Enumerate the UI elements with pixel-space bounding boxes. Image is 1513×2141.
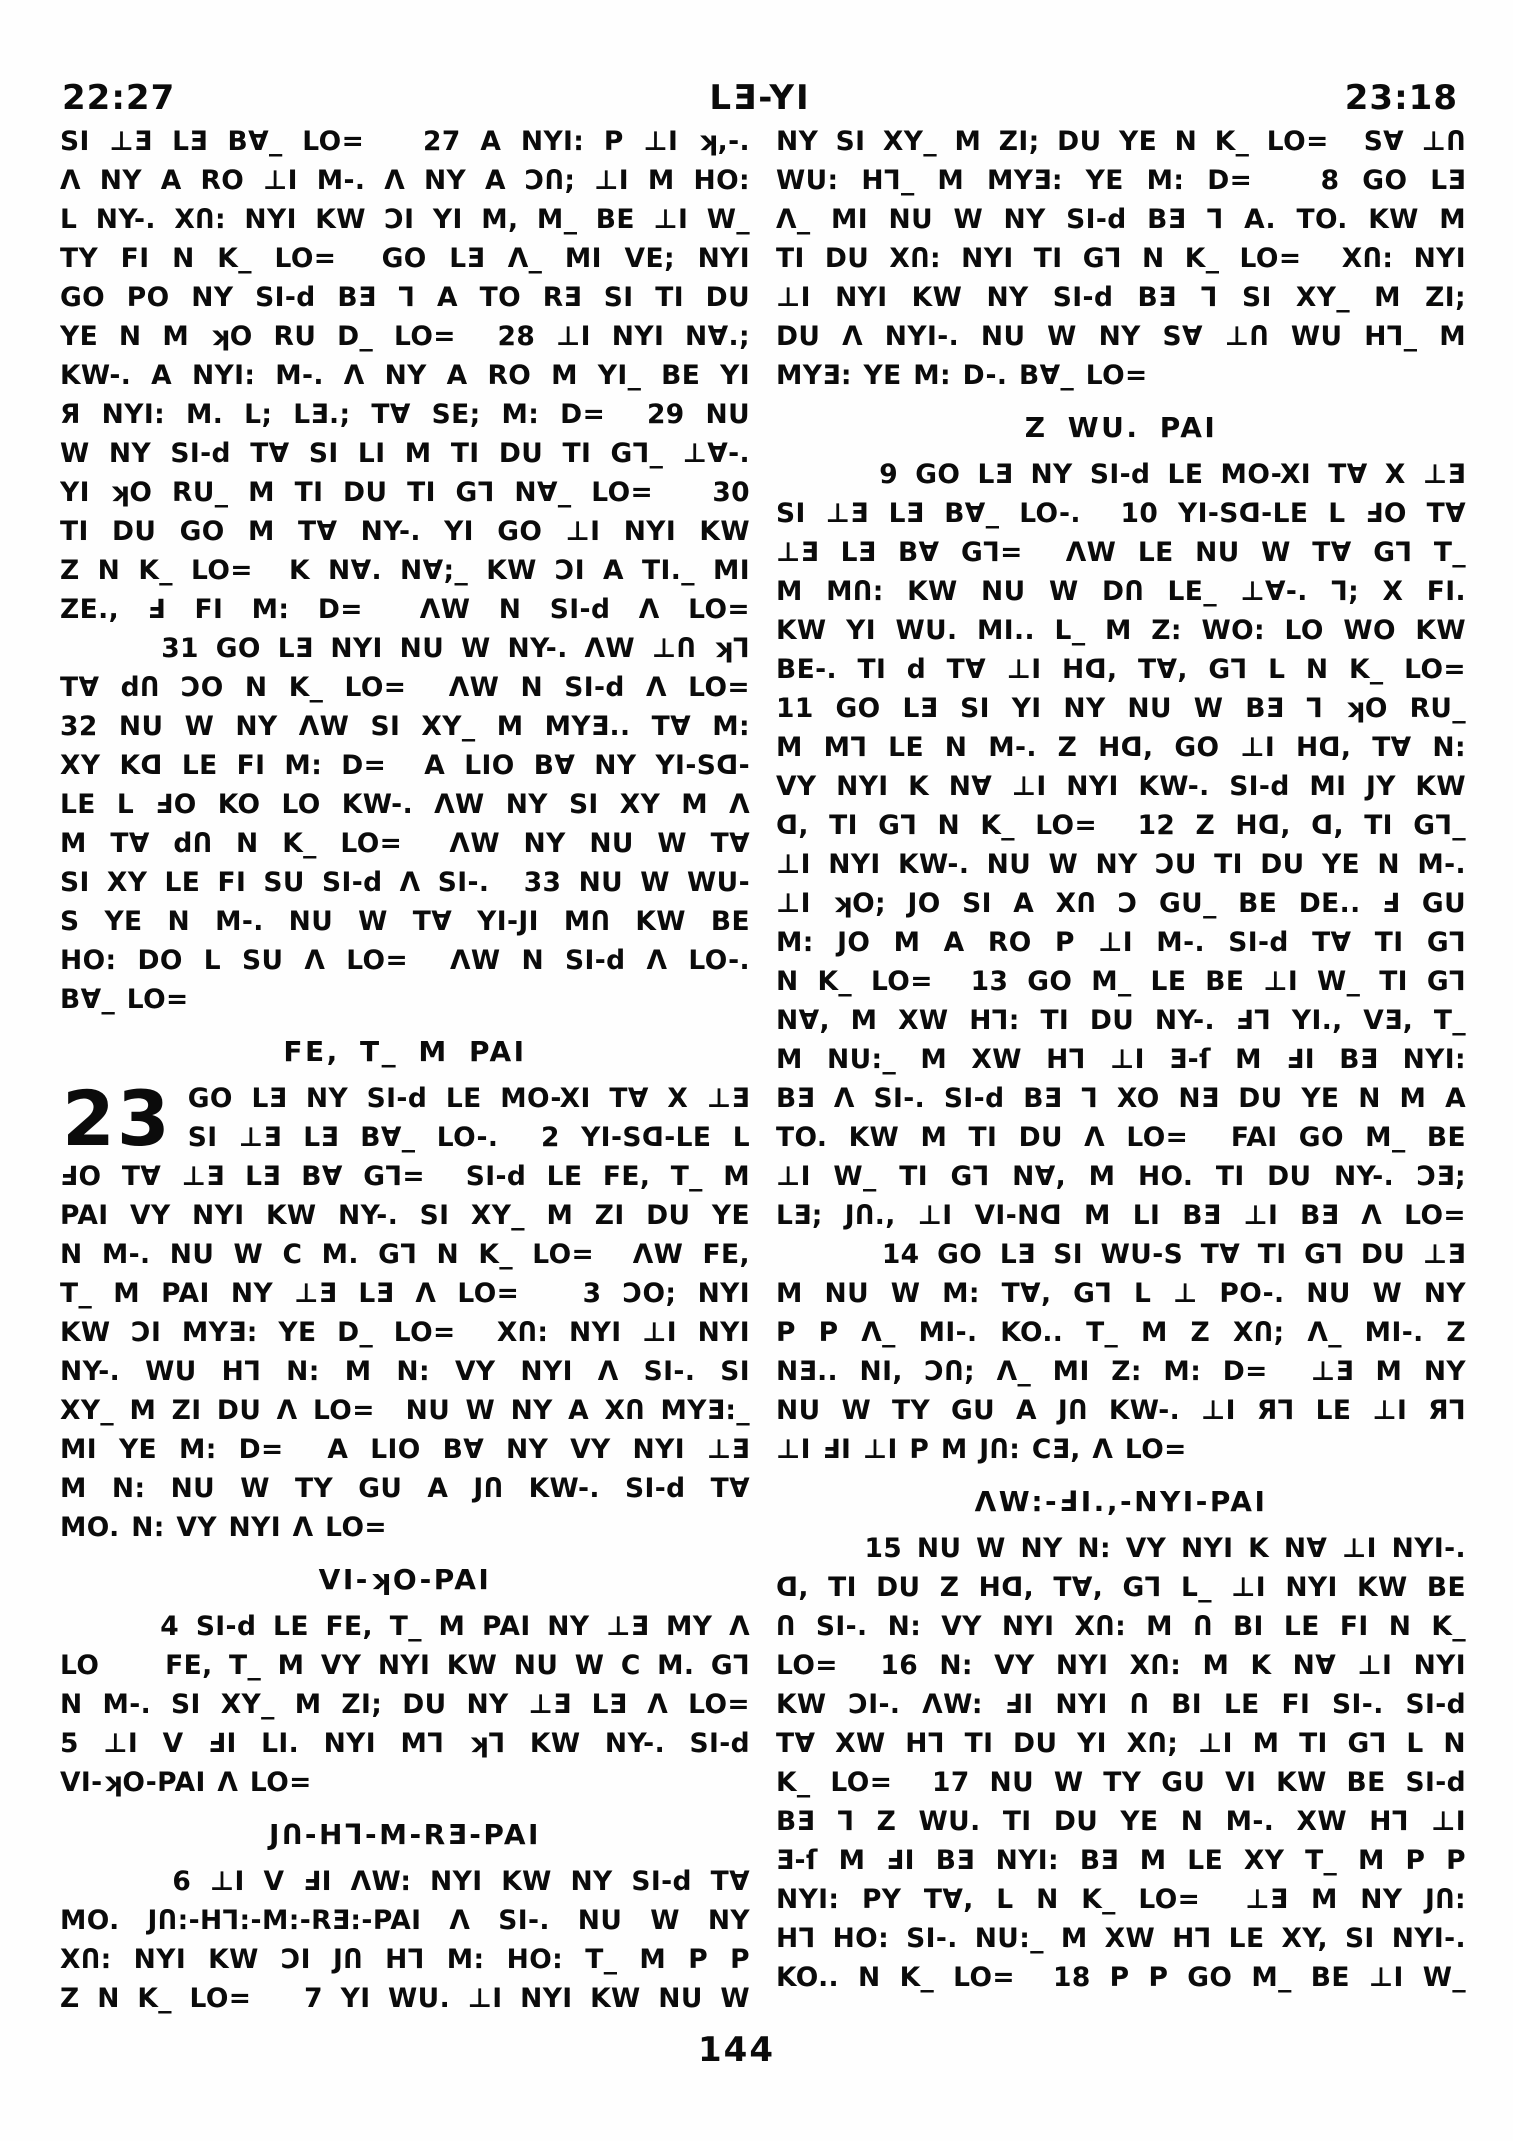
text-line: 6 ⊥I V ℲI ɅW: NYI KW NY SI-d TⱯ — [60, 1866, 750, 1897]
text-line: ⊥I NYI KW-. NU W NY ƆU TI DU YE N M-. — [776, 849, 1466, 880]
text-line: YI ʞO RU_ M TI DU TI Gᒣ NⱯ_ LO= 30 — [60, 477, 750, 508]
text-line: ℲO TⱯ ⊥Ǝ LƎ BⱯ Gᒣ= SI-d LE FE, T_ M — [60, 1161, 750, 1192]
text-line: KO.. N K_ LO= 18 P P GO M_ BE ⊥I W_ — [776, 1962, 1466, 1993]
text-line: LO= 16 N: VY NYI XՈ: M K NⱯ ⊥I NYI — [776, 1650, 1466, 1681]
text-line: KW-. A NYI: M-. Ʌ NY A RO M YI_ BE YI — [60, 360, 750, 391]
text-line: SI ⊥Ǝ LƎ BⱯ_ LO-. 10 YI-Sᗡ-LE L ℲO TⱯ — [776, 498, 1466, 529]
text-line: TO. KW M TI DU Ʌ LO= FAI GO M_ BE — [776, 1122, 1466, 1153]
text-line: TⱯ XW Hᒣ TI DU YI XՈ; ⊥I M TI Gᒣ L N — [776, 1728, 1466, 1759]
text-line: TI DU XՈ: NYI TI Gᒣ N K_ LO= XՈ: NYI — [776, 243, 1466, 274]
text-line: KW YI WU. MI.. L_ M Z: WO: LO WO KW — [776, 615, 1466, 646]
text-line: ᗡ, TI Gᒣ N K_ LO= 12 Z Hᗡ, ᗡ, TI Gᒣ_ — [776, 810, 1466, 841]
text-line: NƎ.. NI, ƆՈ; Ʌ_ MI Z: M: D= ⊥Ǝ M NY — [776, 1356, 1466, 1387]
text-line: VI-ʞO-PAI Ʌ LO= — [60, 1767, 312, 1798]
section-heading: JՈ-Hᒣ-M-RƎ-PAI — [269, 1818, 541, 1851]
text-line: SI XY LE FI SU SI-d Ʌ SI-. 33 NU W WU- — [60, 867, 750, 898]
running-head-right-reference: 23:18 — [1344, 78, 1458, 118]
text-line: LƎ; JՈ., ⊥I VI-Nᗡ M LI BƎ ⊥I BƎ Ʌ LO= — [776, 1200, 1466, 1231]
text-line: LO FE, T_ M VY NYI KW NU W C M. Gᒣ — [60, 1650, 750, 1681]
text-line: MO. JՈ:-Hᒣ:-M:-RƎ:-PAI Ʌ SI-. NU W NY — [60, 1905, 750, 1936]
text-line: KW ƆI-. ɅW: ℲI NYI Ո BI LE FI SI-. SI-d — [776, 1689, 1466, 1720]
section-heading: ɅW:-ℲI.,-NYI-PAI — [974, 1485, 1268, 1518]
text-line: GO PO NY SI-d BƎ ᒣ A TO RƎ SI TI DU — [60, 282, 750, 313]
section-heading: Z WU. PAI — [1024, 411, 1218, 444]
text-line: N K_ LO= 13 GO M_ LE BE ⊥I W_ TI Gᒣ — [776, 966, 1466, 997]
text-line: ⊥I NYI KW NY SI-d BƎ ᒣ SI XY_ M ZI; — [776, 282, 1466, 313]
text-line: M NU:_ M XW Hᒣ ⊥I Ǝ-ſ M ℲI BƎ NYI: — [776, 1044, 1466, 1075]
text-line: HO: DO L SU Ʌ LO= ɅW N SI-d Ʌ LO-. — [60, 945, 750, 976]
text-line: ⊥I ℲI ⊥I P M JՈ: CƎ, Ʌ LO= — [776, 1434, 1187, 1465]
text-line: 4 SI-d LE FE, T_ M PAI NY ⊥Ǝ MY Ʌ — [60, 1611, 750, 1642]
text-line: ᗡ, TI DU Z Hᗡ, TⱯ, Gᒣ L_ ⊥I NYI KW BE — [776, 1572, 1466, 1603]
text-line: NⱯ, M XW Hᒣ: TI DU NY-. Ⅎᒣ YI., VƎ, T_ — [776, 1005, 1466, 1036]
text-line: SI ⊥Ǝ LƎ BⱯ_ LO= 27 A NYI: P ⊥I ʞ,-. — [60, 126, 750, 157]
text-line: N M-. NU W C M. Gᒣ N K_ LO= ɅW FE, — [60, 1239, 750, 1270]
text-line: PAI VY NYI KW NY-. SI XY_ M ZI DU YE — [60, 1200, 750, 1231]
left-text-column — [60, 122, 750, 2018]
text-line: Hᒣ HO: SI-. NU:_ M XW Hᒣ LE XY, SI NYI-. — [776, 1923, 1466, 1954]
text-line: NY SI XY_ M ZI; DU YE N K_ LO= SⱯ ⊥Ո — [776, 126, 1466, 157]
text-line: Ʌ_ MI NU W NY SI-d BƎ ᒣ A. TO. KW M — [776, 204, 1466, 235]
paragraph — [60, 122, 750, 1019]
text-line: GO LƎ NY SI-d LE MO-XI TⱯ X ⊥Ǝ — [187, 1083, 750, 1114]
text-line: W NY SI-d TⱯ SI LI M TI DU TI Gᒣ_ ⊥Ɐ-. — [60, 438, 750, 469]
paragraph — [60, 1862, 750, 2018]
text-line: ⊥Ǝ LƎ BⱯ Gᒣ= ɅW LE NU W TⱯ Gᒣ T_ — [776, 537, 1466, 568]
text-line: Z N K_ LO= K NⱯ. NⱯ;_ KW ƆI A TI._ MI — [60, 555, 750, 586]
text-line: 14 GO LƎ SI WU-S TⱯ TI Gᒣ DU ⊥Ǝ — [776, 1239, 1466, 1270]
text-line: XY_ M ZI DU Ʌ LO= NU W NY A XՈ MYƎ:_ — [60, 1395, 750, 1426]
text-line: N M-. SI XY_ M ZI; DU NY ⊥Ǝ LƎ Ʌ LO= — [60, 1689, 750, 1720]
text-line: YE N M ʞO RU D_ LO= 28 ⊥I NYI NⱯ.; — [60, 321, 750, 352]
chapter-block — [60, 1074, 750, 1547]
text-line: M NU W M: TⱯ, Gᒣ L ⊥ PO-. NU W NY — [776, 1278, 1466, 1309]
text-line: Z N K_ LO= 7 YI WU. ⊥I NYI KW NU W — [60, 1983, 750, 2014]
paragraph — [60, 1607, 750, 1802]
text-line: NY-. WU Hᒣ N: M N: VY NYI Ʌ SI-. SI — [60, 1356, 750, 1387]
paragraph — [776, 455, 1466, 1469]
text-line: NU W TY GU A JՈ KW-. ⊥I Яᒣ LE ⊥I Яᒣ — [776, 1395, 1466, 1426]
text-line: 32 NU W NY ɅW SI XY_ M MYƎ.. TⱯ M: — [60, 711, 750, 742]
running-head-left-reference: 22:27 — [62, 78, 176, 118]
text-line: S YE N M-. NU W TⱯ YI-JI MՈ KW BE — [60, 906, 750, 937]
two-column-text-body — [60, 122, 1466, 2018]
text-line: BƎ ᒣ Z WU. TI DU YE N M-. XW Hᒣ ⊥I — [776, 1806, 1466, 1837]
text-line: Я NYI: M. L; LƎ.; TⱯ SE; M: D= 29 NU — [60, 399, 750, 430]
text-line: ⊥I ʞO; JO SI A XՈ Ɔ GU_ BE DE.. Ⅎ GU — [776, 888, 1466, 919]
text-line: Ʌ NY A RO ⊥I M-. Ʌ NY A ƆՈ; ⊥I M HO: — [60, 165, 750, 196]
text-line: BE-. TI d TⱯ ⊥I Hᗡ, TⱯ, Gᒣ L N K_ LO= — [776, 654, 1466, 685]
text-line: DU Ʌ NYI-. NU W NY SⱯ ⊥Ո WU Hᒣ_ M — [776, 321, 1466, 352]
text-line: Ո SI-. N: VY NYI XՈ: M Ո BI LE FI N K_ — [776, 1611, 1466, 1642]
text-line: 15 NU W NY N: VY NYI K NⱯ ⊥I NYI-. — [776, 1533, 1466, 1564]
text-line: KW ƆI MYƎ: YE D_ LO= XՈ: NYI ⊥I NYI — [60, 1317, 750, 1348]
text-line: MYƎ: YE M: D-. BⱯ_ LO= — [776, 360, 1148, 391]
right-text-column — [776, 122, 1466, 2018]
text-line: XՈ: NYI KW ƆI JՈ Hᒣ M: HO: T_ M P P — [60, 1944, 750, 1975]
text-line: XY Kᗡ LE FI M: D= A LIO BⱯ NY YI-Sᗡ- — [60, 750, 750, 781]
text-line: P P Ʌ_ MI-. KO.. T_ M Z XՈ; Ʌ_ MI-. Z — [776, 1317, 1466, 1348]
text-line: L NY-. XՈ: NYI KW ƆI YI M, M_ BE ⊥I W_ — [60, 204, 750, 235]
text-line: TI DU GO M TⱯ NY-. YI GO ⊥I NYI KW — [60, 516, 750, 547]
running-head — [62, 78, 1458, 118]
text-line: TⱯ dՈ ƆO N K_ LO= ɅW N SI-d Ʌ LO= — [60, 672, 750, 703]
text-line: VY NYI K NⱯ ⊥I NYI KW-. SI-d MI JY KW — [776, 771, 1466, 802]
text-line: M Mᒣ LE N M-. Z Hᗡ, GO ⊥I Hᗡ, TⱯ N: — [776, 732, 1466, 763]
text-line: TY FI N K_ LO= GO LƎ Ʌ_ MI VE; NYI — [60, 243, 750, 274]
text-line: NYI: PY TⱯ, L N K_ LO= ⊥Ǝ M NY JՈ: — [776, 1884, 1466, 1915]
text-line: BⱯ_ LO= — [60, 984, 189, 1015]
text-line: K_ LO= 17 NU W TY GU VI KW BE SI-d — [776, 1767, 1466, 1798]
text-line: 5 ⊥I V ℲI LI. NYI Mᒣ ʞᒣ KW NY-. SI-d — [60, 1728, 750, 1759]
running-head-book-title: LƎ-YI — [709, 78, 811, 118]
section-heading: FE, T_ M PAI — [283, 1035, 527, 1068]
paragraph — [776, 1529, 1466, 1997]
text-line: M N: NU W TY GU A JՈ KW-. SI-d TⱯ — [60, 1473, 750, 1504]
text-line: ⊥I W_ TI Gᒣ NⱯ, M HO. TI DU NY-. ƆƎ; — [776, 1161, 1466, 1192]
text-line: WU: Hᒣ_ M MYƎ: YE M: D= 8 GO LƎ — [776, 165, 1466, 196]
text-line: ZE., Ⅎ FI M: D= ɅW N SI-d Ʌ LO= — [60, 594, 750, 625]
text-line: M MՈ: KW NU W DՈ LE_ ⊥Ɐ-. ᒣ; X FI. — [776, 576, 1466, 607]
text-line: T_ M PAI NY ⊥Ǝ LƎ Ʌ LO= 3 ƆO; NYI — [60, 1278, 750, 1309]
text-line: M: JO M A RO P ⊥I M-. SI-d TⱯ TI Gᒣ — [776, 927, 1466, 958]
text-line: LE L ℲO KO LO KW-. ɅW NY SI XY M Ʌ — [60, 789, 750, 820]
page-number: 144 — [698, 2030, 775, 2070]
text-line: M TⱯ dՈ N K_ LO= ɅW NY NU W TⱯ — [60, 828, 750, 859]
text-line: BƎ Ʌ SI-. SI-d BƎ ᒣ XO NƎ DU YE N M A — [776, 1083, 1466, 1114]
text-line: Ǝ-ſ M ℲI BƎ NYI: BƎ M LE XY T_ M P P — [776, 1845, 1466, 1876]
text-line: 9 GO LƎ NY SI-d LE MO-XI TⱯ X ⊥Ǝ — [776, 459, 1466, 490]
text-line: SI ⊥Ǝ LƎ BⱯ_ LO-. 2 YI-Sᗡ-LE L — [187, 1122, 750, 1153]
text-line: 31 GO LƎ NYI NU W NY-. ɅW ⊥Ո ʞᒣ — [60, 633, 750, 664]
section-heading: VI-ʞO-PAI — [318, 1563, 492, 1596]
text-line: 11 GO LƎ SI YI NY NU W BƎ ᒣ ʞO RU_ — [776, 693, 1466, 724]
text-line: MO. N: VY NYI Ʌ LO= — [60, 1512, 387, 1543]
paragraph — [776, 122, 1466, 395]
chapter-number: 23 — [62, 1074, 172, 1163]
text-line: MI YE M: D= A LIO BⱯ NY VY NYI ⊥Ǝ — [60, 1434, 750, 1465]
